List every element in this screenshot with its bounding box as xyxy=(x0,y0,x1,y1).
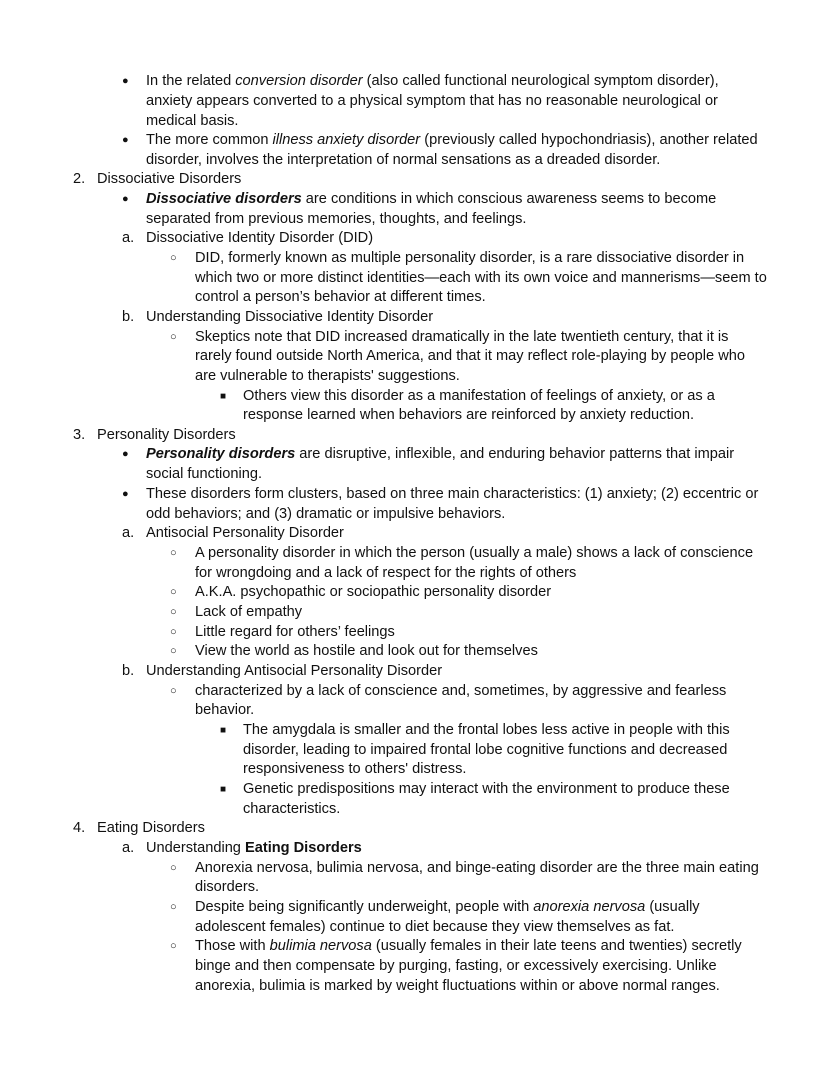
list-number: b. xyxy=(122,309,135,325)
text-segment: are vulnerable to therapists' suggestions. xyxy=(195,368,460,384)
text-segment: DID, formerly known as multiple personality disorder, is a rare dissociative disorder in xyxy=(195,250,745,266)
text-segment: Dissociative Disorders xyxy=(97,171,242,187)
text-segment: Others view this disorder as a manifestation of feelings of anxiety, or as a xyxy=(243,388,715,404)
text-line xyxy=(195,583,551,603)
italic-term: conversion disorder xyxy=(235,73,363,89)
text-line xyxy=(195,544,753,564)
text-line xyxy=(195,642,538,662)
bullet-marker: ● xyxy=(122,134,129,146)
text-line xyxy=(243,387,715,407)
square-bullet-marker: ■ xyxy=(220,391,227,402)
text-line xyxy=(146,72,719,92)
text-line xyxy=(146,505,505,525)
text-line xyxy=(195,701,254,721)
text-segment: Despite being significantly underweight, people with xyxy=(195,899,534,915)
text-segment: Little regard for others’ feelings xyxy=(195,624,395,640)
text-segment: anorexia, bulimia is marked by weight fluctuations within or above normal ranges. xyxy=(195,978,720,994)
text-segment: Dissociative Identity Disorder (DID) xyxy=(146,230,374,246)
text-line xyxy=(243,760,466,780)
text-line xyxy=(97,426,236,446)
circle-bullet-marker: ○ xyxy=(170,626,177,638)
text-segment: characterized by a lack of conscience and, sometimes, by aggressive and fearless xyxy=(195,683,727,699)
text-segment: (usually xyxy=(645,899,700,915)
text-line xyxy=(195,249,744,269)
text-line xyxy=(146,485,758,505)
text-line xyxy=(195,564,576,584)
text-segment: Antisocial Personality Disorder xyxy=(146,525,344,541)
text-segment: odd behaviors; and (3) dramatic or impulsive behaviors. xyxy=(146,506,506,522)
list-number: 2. xyxy=(73,171,86,187)
bold-italic-term: Dissociative disorders xyxy=(146,191,302,207)
text-segment: adolescent females) continue to diet because they view themselves as fat. xyxy=(195,919,675,935)
bullet-marker: ● xyxy=(122,75,129,87)
list-number: a. xyxy=(122,525,135,541)
square-bullet-marker: ■ xyxy=(220,784,227,795)
text-line xyxy=(195,623,395,643)
text-segment: disorder, involves the interpretation of normal sensations as a dreaded disorder. xyxy=(146,152,661,168)
list-number: a. xyxy=(122,230,135,246)
text-line xyxy=(195,603,302,623)
italic-term: anorexia nervosa xyxy=(533,899,646,915)
text-segment: control a person’s behavior at different times. xyxy=(195,289,486,305)
text-segment: responsiveness to others' distress. xyxy=(243,761,467,777)
text-segment: separated from previous memories, thoughts, and feelings. xyxy=(146,211,527,227)
text-segment: In the related xyxy=(146,73,236,89)
text-line xyxy=(195,878,259,898)
text-segment: View the world as hostile and look out for themselves xyxy=(195,643,538,659)
text-segment: medical basis. xyxy=(146,113,239,129)
text-line xyxy=(146,92,718,112)
text-segment: behavior. xyxy=(195,702,255,718)
text-segment: A.K.A. psychopathic or sociopathic personality disorder xyxy=(195,584,552,600)
list-number: 3. xyxy=(73,427,86,443)
list-number: 4. xyxy=(73,820,86,836)
circle-bullet-marker: ○ xyxy=(170,685,177,697)
text-line xyxy=(146,112,238,132)
text-segment: Understanding xyxy=(146,840,245,856)
text-segment: for wrongdoing and a lack of respect for the rights of others xyxy=(195,565,577,581)
text-line xyxy=(195,288,486,308)
text-line xyxy=(195,918,674,938)
text-segment: Eating Disorders xyxy=(97,820,205,836)
text-line xyxy=(243,406,694,426)
circle-bullet-marker: ○ xyxy=(170,331,177,343)
bold-term: Eating Disorders xyxy=(244,840,362,856)
text-line xyxy=(243,800,340,820)
text-line xyxy=(195,367,460,387)
text-segment: (previously called hypochondriasis), another related xyxy=(420,132,758,148)
circle-bullet-marker: ○ xyxy=(170,586,177,598)
text-line xyxy=(146,151,660,171)
text-segment: The more common xyxy=(146,132,273,148)
text-line xyxy=(146,190,716,210)
text-line xyxy=(243,741,727,761)
text-line xyxy=(146,210,526,230)
circle-bullet-marker: ○ xyxy=(170,901,177,913)
text-line xyxy=(195,957,717,977)
text-segment: characteristics. xyxy=(243,801,341,817)
italic-term: bulimia nervosa xyxy=(269,938,372,954)
circle-bullet-marker: ○ xyxy=(170,252,177,264)
text-line xyxy=(195,682,726,702)
square-bullet-marker: ■ xyxy=(220,725,227,736)
text-segment: social functioning. xyxy=(146,466,263,482)
text-segment: Those with xyxy=(195,938,270,954)
text-segment: response learned when behaviors are reinforced by anxiety reduction. xyxy=(243,407,695,423)
text-line xyxy=(146,524,344,544)
circle-bullet-marker: ○ xyxy=(170,547,177,559)
text-segment: disorder, leading to impaired frontal lobe cognitive functions and decreased xyxy=(243,742,728,758)
text-line xyxy=(97,170,241,190)
text-line xyxy=(195,898,700,918)
text-segment: Skeptics note that DID increased dramatically in the late twentieth century, that it is xyxy=(195,329,729,345)
text-segment: (usually females in their late teens and twenties) secretly xyxy=(371,938,742,954)
text-segment: Personality Disorders xyxy=(97,427,236,443)
text-segment: A personality disorder in which the person (usually a male) shows a lack of conscience xyxy=(195,545,754,561)
text-segment: which two or more distinct identities—each with its own voice and mannerisms—seem to xyxy=(195,270,767,286)
text-segment: are conditions in which conscious awareness seems to become xyxy=(301,191,717,207)
text-segment: Understanding Antisocial Personality Disorder xyxy=(146,663,443,679)
text-segment: Genetic predispositions may interact with the environment to produce these xyxy=(243,781,730,797)
bullet-marker: ● xyxy=(122,193,129,205)
list-number: b. xyxy=(122,663,135,679)
text-line xyxy=(146,131,758,151)
text-segment: binge and then compensate by purging, fasting, or excessively exercising. Unlike xyxy=(195,958,717,974)
text-line xyxy=(195,328,728,348)
text-segment: Anorexia nervosa, bulimia nervosa, and binge-eating disorder are the three main eating xyxy=(195,860,759,876)
bullet-marker: ● xyxy=(122,488,129,500)
bullet-marker: ● xyxy=(122,448,129,460)
text-line xyxy=(195,977,720,997)
text-line xyxy=(146,308,433,328)
text-segment: anxiety appears converted to a physical symptom that has no reasonable neurological or xyxy=(146,93,718,109)
text-segment: Understanding Dissociative Identity Disorder xyxy=(146,309,434,325)
circle-bullet-marker: ○ xyxy=(170,645,177,657)
text-line xyxy=(195,937,742,957)
list-number: a. xyxy=(122,840,135,856)
text-segment: disorders. xyxy=(195,879,260,895)
text-line xyxy=(146,662,442,682)
italic-term: illness anxiety disorder xyxy=(272,132,421,148)
text-segment: are disruptive, inflexible, and enduring behavior patterns that impair xyxy=(295,446,735,462)
text-line xyxy=(195,269,767,289)
text-line xyxy=(97,819,205,839)
text-line xyxy=(146,229,373,249)
text-line xyxy=(195,347,745,367)
text-line xyxy=(243,721,730,741)
circle-bullet-marker: ○ xyxy=(170,862,177,874)
text-line xyxy=(146,839,362,859)
circle-bullet-marker: ○ xyxy=(170,940,177,952)
text-segment: The amygdala is smaller and the frontal lobes less active in people with this xyxy=(243,722,730,738)
text-segment: rarely found outside North America, and that it may reflect role-playing by people who xyxy=(195,348,745,364)
text-line xyxy=(243,780,730,800)
bold-italic-term: Personality disorders xyxy=(146,446,296,462)
text-segment: (also called functional neurological symptom disorder), xyxy=(362,73,719,89)
text-line xyxy=(146,465,262,485)
text-line xyxy=(195,859,759,879)
circle-bullet-marker: ○ xyxy=(170,606,177,618)
text-line xyxy=(146,445,734,465)
text-segment: Lack of empathy xyxy=(195,604,303,620)
text-segment: These disorders form clusters, based on three main characteristics: (1) anxiety; (2) eccentric or xyxy=(146,486,759,502)
